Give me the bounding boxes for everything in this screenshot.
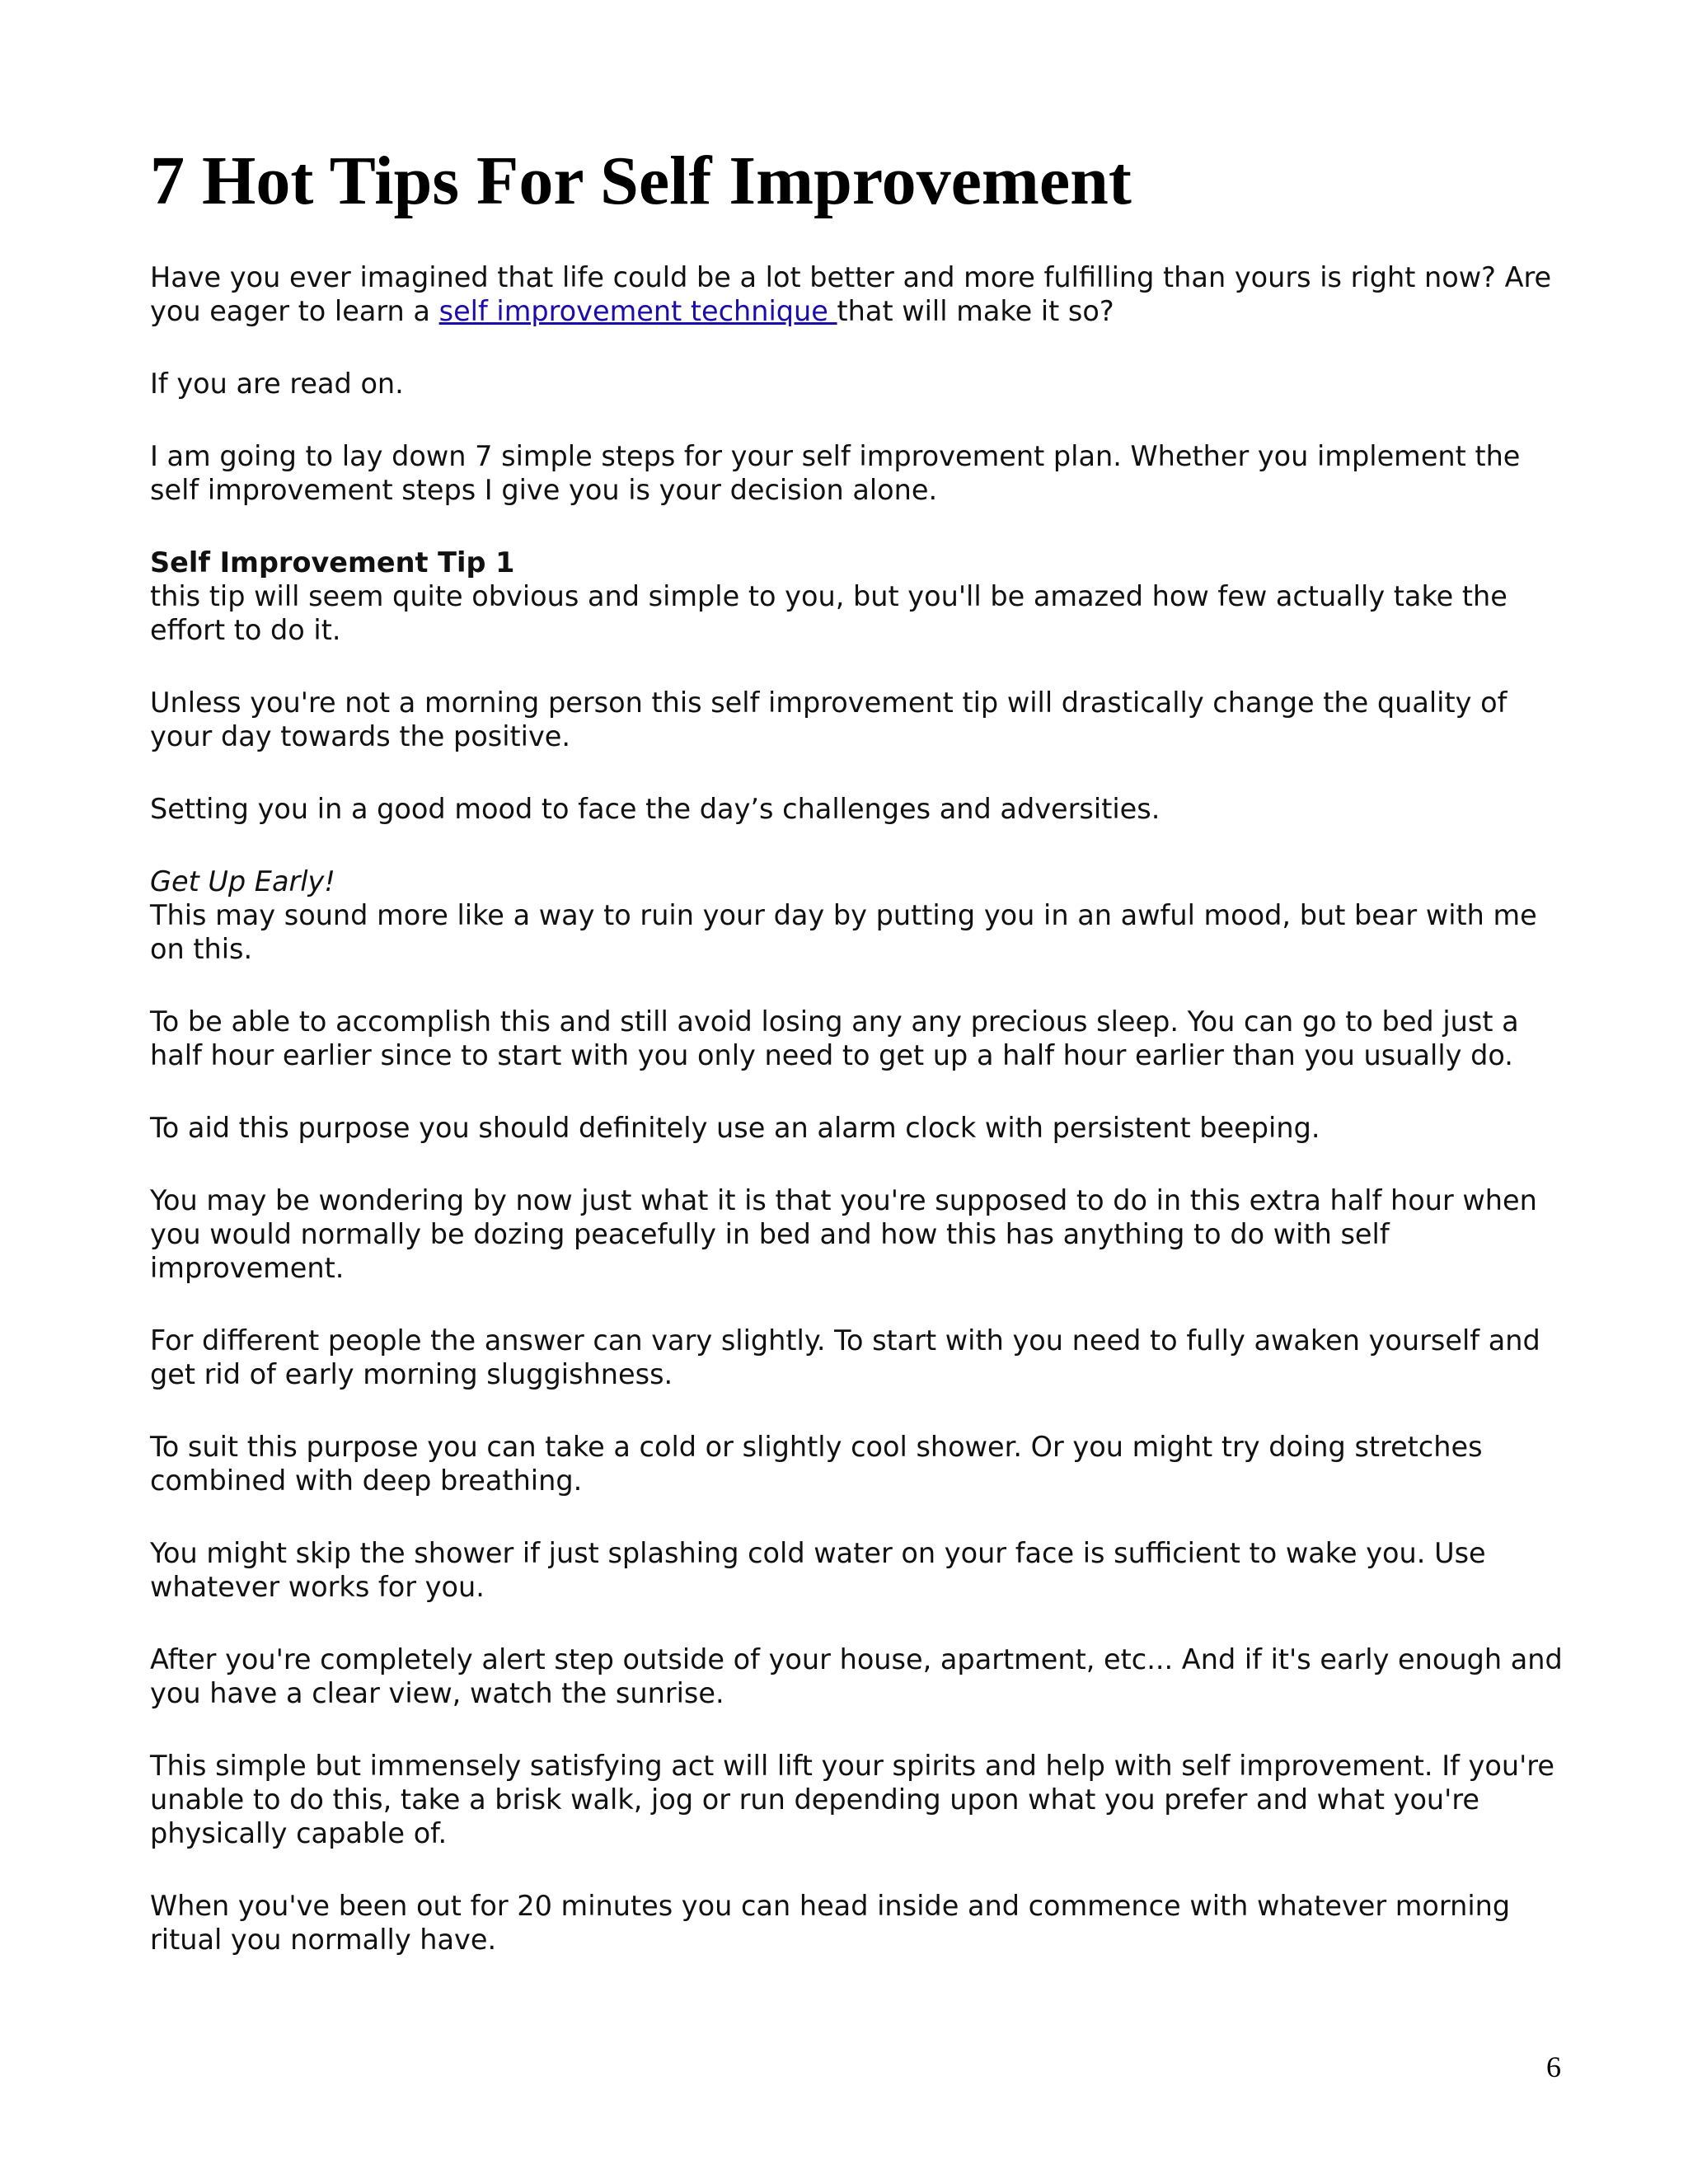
page-title: 7 Hot Tips For Self Improvement xyxy=(150,143,1132,219)
paragraph-lay-down: I am going to lay down 7 simple steps for your self improvement plan. Whether you implement the self improvement steps I give you is your decision alone. xyxy=(150,440,1521,506)
tip-1-heading: Self Improvement Tip 1 xyxy=(150,546,515,579)
tip-1-section xyxy=(150,546,1568,647)
intro-paragraph xyxy=(150,260,1568,328)
get-up-early-section xyxy=(150,865,1568,966)
paragraph-alarm: To aid this purpose you should definitely use an alarm clock with persistent beeping. xyxy=(150,1112,1320,1144)
intro-text-before: Have you ever imagined that life could be a lot better and more fulfilling than yours is right now? Are you eager to learn a xyxy=(150,261,1552,327)
paragraph-alert: After you're completely alert step outside of your house, apartment, etc... And if it's early enough and you have a clear view, watch the sunrise. xyxy=(150,1643,1563,1709)
paragraph-shower: To suit this purpose you can take a cold or slightly cool shower. Or you might try doing stretches combined with deep breathing. xyxy=(150,1431,1483,1497)
paragraph-good-mood: Setting you in a good mood to face the day’s challenges and adversities. xyxy=(150,793,1160,825)
document-page xyxy=(150,140,1568,1995)
get-up-early-heading: Get Up Early! xyxy=(150,865,335,898)
paragraph-morning-person: Unless you're not a morning person this self improvement tip will drastically change the quality of your day towards the positive. xyxy=(150,687,1507,752)
paragraph-wondering: You may be wondering by now just what it is that you're supposed to do in this extra half hour when you would normally be dozing peacefully in bed and how this has anything to do with self improvement. xyxy=(150,1184,1537,1284)
paragraph-twenty-minutes: When you've been out for 20 minutes you can head inside and commence with whatever morning ritual you normally have. xyxy=(150,1890,1511,1956)
get-up-early-body: This may sound more like a way to ruin your day by putting you in an awful mood, but bear with me on this. xyxy=(150,899,1537,965)
paragraph-different-people: For different people the answer can vary slightly. To start with you need to fully awaken yourself and get rid of early morning sluggishness. xyxy=(150,1324,1540,1390)
tip-1-body: this tip will seem quite obvious and simple to you, but you'll be amazed how few actually take the effort to do it. xyxy=(150,580,1507,646)
paragraph-read-on: If you are read on. xyxy=(150,368,404,400)
paragraph-accomplish: To be able to accomplish this and still avoid losing any any precious sleep. You can go to bed just a half hour earlier since to start with you only need to get up a half hour earlier than you usually do. xyxy=(150,1005,1519,1071)
paragraph-skip-shower: You might skip the shower if just splashing cold water on your face is sufficient to wake you. Use whatever works for you. xyxy=(150,1537,1486,1603)
page-number: 6 xyxy=(1546,2050,1561,2083)
paragraph-simple-act: This simple but immensely satisfying act will lift your spirits and help with self improvement. If you're unable to do this, take a brisk walk, jog or run depending upon what you prefer and what you're physically capable of. xyxy=(150,1750,1554,1849)
intro-text-after: that will make it so? xyxy=(837,295,1114,327)
self-improvement-technique-link[interactable]: self improvement technique xyxy=(438,295,837,327)
